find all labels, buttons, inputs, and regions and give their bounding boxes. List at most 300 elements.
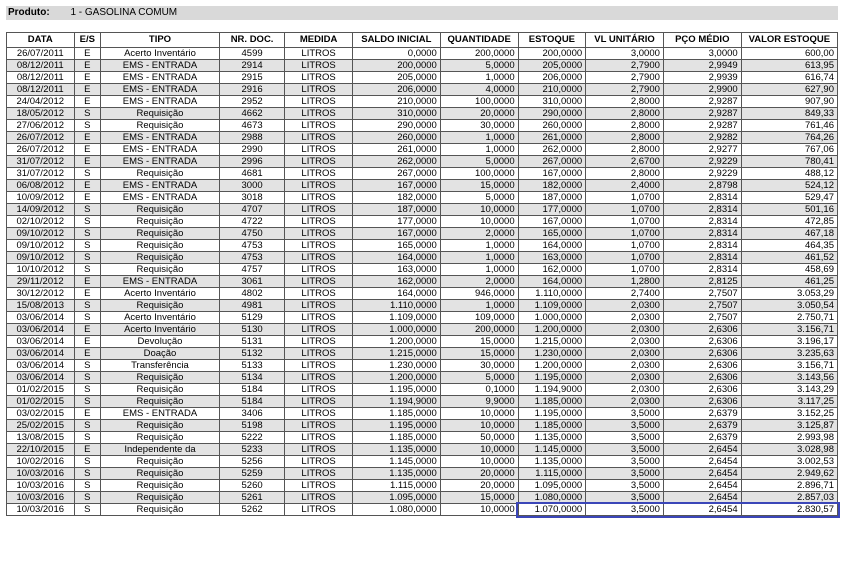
cell-pco-medio: 2,9900 (663, 84, 741, 96)
cell-tipo: EMS - ENTRADA (101, 408, 220, 420)
cell-quantidade: 10,0000 (440, 444, 518, 456)
cell-nr-doc: 5261 (219, 492, 284, 504)
cell-nr-doc: 2914 (219, 60, 284, 72)
cell-quantidade: 30,0000 (440, 360, 518, 372)
cell-quantidade: 1,0000 (440, 252, 518, 264)
cell-nr-doc: 5222 (219, 432, 284, 444)
cell-quantidade: 50,0000 (440, 432, 518, 444)
cell-data: 03/02/2015 (7, 408, 75, 420)
cell-vl-unitario: 3,5000 (586, 444, 664, 456)
cell-pco-medio: 2,9229 (663, 156, 741, 168)
cell-nr-doc: 2990 (219, 144, 284, 156)
cell-quantidade: 20,0000 (440, 480, 518, 492)
cell-medida: LITROS (285, 300, 353, 312)
cell-pco-medio: 2,6306 (663, 360, 741, 372)
cell-es: S (74, 492, 101, 504)
cell-valor-estoque: 3.156,71 (741, 324, 837, 336)
cell-quantidade: 9,9000 (440, 396, 518, 408)
cell-pco-medio: 2,8314 (663, 252, 741, 264)
cell-data: 27/06/2012 (7, 120, 75, 132)
cell-tipo: Requisição (101, 504, 220, 516)
cell-vl-unitario: 2,0300 (586, 300, 664, 312)
cell-medida: LITROS (285, 288, 353, 300)
cell-data: 14/09/2012 (7, 204, 75, 216)
cell-data: 15/08/2013 (7, 300, 75, 312)
cell-valor-estoque: 3.143,29 (741, 384, 837, 396)
cell-estoque: 1.200,0000 (518, 324, 586, 336)
cell-tipo: Transferência (101, 360, 220, 372)
cell-tipo: EMS - ENTRADA (101, 192, 220, 204)
cell-medida: LITROS (285, 348, 353, 360)
cell-estoque: 1.194,9000 (518, 384, 586, 396)
cell-medida: LITROS (285, 156, 353, 168)
cell-medida: LITROS (285, 264, 353, 276)
col-header-quantidade: QUANTIDADE (440, 33, 518, 48)
product-bar (6, 6, 838, 20)
cell-tipo: Requisição (101, 420, 220, 432)
cell-nr-doc: 3000 (219, 180, 284, 192)
cell-quantidade: 100,0000 (440, 96, 518, 108)
cell-es: E (74, 444, 101, 456)
cell-valor-estoque: 464,35 (741, 240, 837, 252)
table-row (7, 336, 838, 348)
cell-es: S (74, 480, 101, 492)
cell-valor-estoque: 764,26 (741, 132, 837, 144)
cell-pco-medio: 2,9277 (663, 144, 741, 156)
table-row (7, 372, 838, 384)
cell-estoque: 1.110,0000 (518, 288, 586, 300)
cell-nr-doc: 4753 (219, 240, 284, 252)
cell-valor-estoque: 3.053,29 (741, 288, 837, 300)
cell-medida: LITROS (285, 432, 353, 444)
cell-es: S (74, 240, 101, 252)
cell-valor-estoque: 2.830,57 (741, 504, 837, 516)
cell-saldo-inicial: 163,0000 (352, 264, 440, 276)
table-row (7, 288, 838, 300)
cell-pco-medio: 2,8798 (663, 180, 741, 192)
cell-es: S (74, 204, 101, 216)
cell-es: E (74, 324, 101, 336)
cell-estoque: 1.070,0000 (518, 504, 586, 516)
cell-pco-medio: 2,7507 (663, 312, 741, 324)
cell-saldo-inicial: 1.095,0000 (352, 492, 440, 504)
cell-quantidade: 15,0000 (440, 180, 518, 192)
cell-es: S (74, 108, 101, 120)
cell-medida: LITROS (285, 312, 353, 324)
cell-pco-medio: 2,9287 (663, 108, 741, 120)
cell-data: 10/09/2012 (7, 192, 75, 204)
cell-saldo-inicial: 1.110,0000 (352, 300, 440, 312)
cell-vl-unitario: 2,0300 (586, 360, 664, 372)
cell-valor-estoque: 907,90 (741, 96, 837, 108)
cell-nr-doc: 4722 (219, 216, 284, 228)
table-row (7, 300, 838, 312)
cell-data: 10/10/2012 (7, 264, 75, 276)
cell-saldo-inicial: 1.200,0000 (352, 372, 440, 384)
cell-data: 26/07/2012 (7, 132, 75, 144)
cell-valor-estoque: 3.152,25 (741, 408, 837, 420)
cell-data: 01/02/2015 (7, 384, 75, 396)
table-row (7, 432, 838, 444)
cell-data: 10/02/2016 (7, 456, 75, 468)
cell-estoque: 1.145,0000 (518, 444, 586, 456)
table-row (7, 144, 838, 156)
cell-pco-medio: 2,6379 (663, 408, 741, 420)
cell-quantidade: 5,0000 (440, 192, 518, 204)
cell-data: 03/06/2014 (7, 324, 75, 336)
table-row (7, 72, 838, 84)
col-header-estoque: ESTOQUE (518, 33, 586, 48)
cell-quantidade: 5,0000 (440, 156, 518, 168)
cell-es: E (74, 336, 101, 348)
cell-pco-medio: 2,8314 (663, 216, 741, 228)
cell-vl-unitario: 3,5000 (586, 408, 664, 420)
cell-data: 03/06/2014 (7, 336, 75, 348)
product-value: 1 - GASOLINA COMUM (70, 7, 178, 18)
cell-estoque: 1.135,0000 (518, 456, 586, 468)
cell-data: 18/05/2012 (7, 108, 75, 120)
cell-valor-estoque: 524,12 (741, 180, 837, 192)
cell-saldo-inicial: 1.185,0000 (352, 408, 440, 420)
cell-estoque: 187,0000 (518, 192, 586, 204)
cell-es: E (74, 144, 101, 156)
cell-estoque: 1.095,0000 (518, 480, 586, 492)
cell-saldo-inicial: 1.080,0000 (352, 504, 440, 516)
cell-estoque: 1.215,0000 (518, 336, 586, 348)
cell-estoque: 261,0000 (518, 132, 586, 144)
cell-estoque: 1.000,0000 (518, 312, 586, 324)
cell-tipo: Acerto Inventário (101, 324, 220, 336)
cell-pco-medio: 2,7507 (663, 288, 741, 300)
cell-es: E (74, 132, 101, 144)
stock-movement-table (6, 32, 838, 516)
cell-vl-unitario: 3,5000 (586, 492, 664, 504)
cell-data: 03/06/2014 (7, 312, 75, 324)
col-header-es: E/S (74, 33, 101, 48)
cell-es: S (74, 120, 101, 132)
cell-pco-medio: 2,6306 (663, 336, 741, 348)
cell-estoque: 167,0000 (518, 216, 586, 228)
cell-pco-medio: 2,8314 (663, 228, 741, 240)
cell-estoque: 164,0000 (518, 240, 586, 252)
cell-data: 01/02/2015 (7, 396, 75, 408)
cell-data: 13/08/2015 (7, 432, 75, 444)
table-row (7, 204, 838, 216)
cell-tipo: Requisição (101, 108, 220, 120)
cell-vl-unitario: 1,0700 (586, 204, 664, 216)
cell-es: S (74, 168, 101, 180)
cell-es: S (74, 456, 101, 468)
cell-saldo-inicial: 1.109,0000 (352, 312, 440, 324)
cell-nr-doc: 5256 (219, 456, 284, 468)
cell-es: S (74, 360, 101, 372)
cell-nr-doc: 4599 (219, 48, 284, 60)
cell-quantidade: 1,0000 (440, 264, 518, 276)
cell-es: E (74, 72, 101, 84)
cell-data: 25/02/2015 (7, 420, 75, 432)
cell-es: E (74, 192, 101, 204)
cell-medida: LITROS (285, 168, 353, 180)
cell-vl-unitario: 2,0300 (586, 324, 664, 336)
cell-es: S (74, 504, 101, 516)
cell-nr-doc: 2952 (219, 96, 284, 108)
cell-vl-unitario: 3,5000 (586, 432, 664, 444)
cell-quantidade: 2,0000 (440, 228, 518, 240)
cell-tipo: EMS - ENTRADA (101, 60, 220, 72)
cell-quantidade: 15,0000 (440, 348, 518, 360)
cell-medida: LITROS (285, 408, 353, 420)
cell-saldo-inicial: 1.230,0000 (352, 360, 440, 372)
cell-tipo: Requisição (101, 468, 220, 480)
cell-tipo: Acerto Inventário (101, 48, 220, 60)
cell-pco-medio: 2,6454 (663, 456, 741, 468)
cell-pco-medio: 2,9282 (663, 132, 741, 144)
cell-pco-medio: 3,0000 (663, 48, 741, 60)
cell-vl-unitario: 2,7900 (586, 84, 664, 96)
cell-quantidade: 20,0000 (440, 108, 518, 120)
cell-pco-medio: 2,6379 (663, 420, 741, 432)
cell-quantidade: 109,0000 (440, 312, 518, 324)
cell-data: 02/10/2012 (7, 216, 75, 228)
cell-valor-estoque: 2.949,62 (741, 468, 837, 480)
cell-es: S (74, 300, 101, 312)
cell-saldo-inicial: 1.185,0000 (352, 432, 440, 444)
cell-medida: LITROS (285, 384, 353, 396)
cell-estoque: 290,0000 (518, 108, 586, 120)
table-row (7, 192, 838, 204)
cell-valor-estoque: 3.050,54 (741, 300, 837, 312)
cell-nr-doc: 4750 (219, 228, 284, 240)
table-row (7, 276, 838, 288)
cell-vl-unitario: 2,8000 (586, 132, 664, 144)
cell-pco-medio: 2,9949 (663, 60, 741, 72)
cell-saldo-inicial: 1.145,0000 (352, 456, 440, 468)
cell-nr-doc: 5133 (219, 360, 284, 372)
cell-es: S (74, 372, 101, 384)
cell-saldo-inicial: 310,0000 (352, 108, 440, 120)
cell-data: 31/07/2012 (7, 156, 75, 168)
cell-vl-unitario: 2,8000 (586, 96, 664, 108)
cell-medida: LITROS (285, 216, 353, 228)
table-row (7, 456, 838, 468)
table-row (7, 96, 838, 108)
cell-medida: LITROS (285, 396, 353, 408)
cell-es: E (74, 408, 101, 420)
cell-tipo: Acerto Inventário (101, 288, 220, 300)
cell-quantidade: 1,0000 (440, 72, 518, 84)
cell-saldo-inicial: 164,0000 (352, 288, 440, 300)
cell-es: S (74, 396, 101, 408)
cell-tipo: Requisição (101, 168, 220, 180)
cell-nr-doc: 5198 (219, 420, 284, 432)
cell-vl-unitario: 1,0700 (586, 228, 664, 240)
cell-saldo-inicial: 210,0000 (352, 96, 440, 108)
cell-estoque: 182,0000 (518, 180, 586, 192)
table-row (7, 360, 838, 372)
cell-quantidade: 10,0000 (440, 456, 518, 468)
cell-pco-medio: 2,6306 (663, 384, 741, 396)
cell-quantidade: 100,0000 (440, 168, 518, 180)
cell-estoque: 165,0000 (518, 228, 586, 240)
table-row (7, 384, 838, 396)
cell-nr-doc: 4981 (219, 300, 284, 312)
table-body (7, 48, 838, 516)
cell-saldo-inicial: 0,0000 (352, 48, 440, 60)
cell-vl-unitario: 2,7900 (586, 72, 664, 84)
cell-saldo-inicial: 182,0000 (352, 192, 440, 204)
cell-vl-unitario: 1,0700 (586, 264, 664, 276)
table-row (7, 108, 838, 120)
cell-es: S (74, 216, 101, 228)
cell-data: 08/12/2011 (7, 72, 75, 84)
cell-valor-estoque: 467,18 (741, 228, 837, 240)
cell-nr-doc: 2915 (219, 72, 284, 84)
cell-nr-doc: 5262 (219, 504, 284, 516)
cell-valor-estoque: 3.028,98 (741, 444, 837, 456)
cell-es: S (74, 432, 101, 444)
cell-data: 09/10/2012 (7, 240, 75, 252)
cell-pco-medio: 2,6454 (663, 468, 741, 480)
cell-tipo: Requisição (101, 240, 220, 252)
cell-nr-doc: 4757 (219, 264, 284, 276)
table-row (7, 228, 838, 240)
cell-saldo-inicial: 167,0000 (352, 228, 440, 240)
cell-estoque: 1.185,0000 (518, 420, 586, 432)
cell-medida: LITROS (285, 336, 353, 348)
cell-data: 03/06/2014 (7, 372, 75, 384)
col-header-tipo: TIPO (101, 33, 220, 48)
cell-saldo-inicial: 167,0000 (352, 180, 440, 192)
cell-tipo: Requisição (101, 228, 220, 240)
cell-estoque: 162,0000 (518, 264, 586, 276)
cell-data: 06/08/2012 (7, 180, 75, 192)
cell-estoque: 200,0000 (518, 48, 586, 60)
cell-medida: LITROS (285, 468, 353, 480)
cell-medida: LITROS (285, 132, 353, 144)
cell-tipo: EMS - ENTRADA (101, 144, 220, 156)
cell-valor-estoque: 458,69 (741, 264, 837, 276)
cell-pco-medio: 2,6379 (663, 432, 741, 444)
cell-vl-unitario: 2,7900 (586, 60, 664, 72)
cell-saldo-inicial: 1.215,0000 (352, 348, 440, 360)
cell-data: 24/04/2012 (7, 96, 75, 108)
cell-quantidade: 20,0000 (440, 468, 518, 480)
cell-quantidade: 10,0000 (440, 504, 518, 516)
cell-estoque: 167,0000 (518, 168, 586, 180)
cell-medida: LITROS (285, 252, 353, 264)
col-header-nr-doc: NR. DOC. (219, 33, 284, 48)
cell-valor-estoque: 3.002,53 (741, 456, 837, 468)
cell-tipo: EMS - ENTRADA (101, 180, 220, 192)
cell-quantidade: 1,0000 (440, 132, 518, 144)
cell-vl-unitario: 3,5000 (586, 504, 664, 516)
cell-pco-medio: 2,6306 (663, 324, 741, 336)
cell-saldo-inicial: 187,0000 (352, 204, 440, 216)
cell-medida: LITROS (285, 240, 353, 252)
cell-pco-medio: 2,8314 (663, 204, 741, 216)
cell-saldo-inicial: 165,0000 (352, 240, 440, 252)
cell-pco-medio: 2,8314 (663, 192, 741, 204)
col-header-vl-unitario: VL UNITÁRIO (586, 33, 664, 48)
cell-data: 09/10/2012 (7, 228, 75, 240)
cell-tipo: Requisição (101, 252, 220, 264)
table-row (7, 84, 838, 96)
cell-estoque: 267,0000 (518, 156, 586, 168)
cell-saldo-inicial: 162,0000 (352, 276, 440, 288)
cell-vl-unitario: 2,8000 (586, 168, 664, 180)
cell-tipo: Independente da (101, 444, 220, 456)
cell-data: 31/07/2012 (7, 168, 75, 180)
cell-data: 29/11/2012 (7, 276, 75, 288)
table-row (7, 48, 838, 60)
cell-saldo-inicial: 205,0000 (352, 72, 440, 84)
cell-medida: LITROS (285, 360, 353, 372)
cell-vl-unitario: 2,0300 (586, 372, 664, 384)
cell-estoque: 210,0000 (518, 84, 586, 96)
cell-quantidade: 10,0000 (440, 216, 518, 228)
cell-saldo-inicial: 1.135,0000 (352, 468, 440, 480)
table-row (7, 252, 838, 264)
cell-nr-doc: 5134 (219, 372, 284, 384)
cell-valor-estoque: 627,90 (741, 84, 837, 96)
cell-medida: LITROS (285, 324, 353, 336)
cell-quantidade: 5,0000 (440, 372, 518, 384)
cell-valor-estoque: 780,41 (741, 156, 837, 168)
cell-valor-estoque: 3.196,17 (741, 336, 837, 348)
cell-valor-estoque: 461,25 (741, 276, 837, 288)
cell-nr-doc: 4707 (219, 204, 284, 216)
cell-data: 10/03/2016 (7, 492, 75, 504)
cell-pco-medio: 2,8314 (663, 240, 741, 252)
table-row (7, 396, 838, 408)
cell-data: 26/07/2012 (7, 144, 75, 156)
cell-saldo-inicial: 1.200,0000 (352, 336, 440, 348)
cell-vl-unitario: 3,5000 (586, 420, 664, 432)
cell-nr-doc: 2916 (219, 84, 284, 96)
cell-estoque: 164,0000 (518, 276, 586, 288)
cell-tipo: EMS - ENTRADA (101, 132, 220, 144)
cell-pco-medio: 2,9939 (663, 72, 741, 84)
cell-data: 09/10/2012 (7, 252, 75, 264)
cell-quantidade: 10,0000 (440, 408, 518, 420)
cell-nr-doc: 3018 (219, 192, 284, 204)
cell-data: 03/06/2014 (7, 348, 75, 360)
table-row (7, 132, 838, 144)
col-header-saldo-inicial: SALDO INICIAL (352, 33, 440, 48)
cell-estoque: 1.195,0000 (518, 372, 586, 384)
cell-tipo: Requisição (101, 480, 220, 492)
cell-es: E (74, 60, 101, 72)
cell-saldo-inicial: 267,0000 (352, 168, 440, 180)
cell-data: 30/12/2012 (7, 288, 75, 300)
cell-data: 10/03/2016 (7, 480, 75, 492)
cell-nr-doc: 3061 (219, 276, 284, 288)
cell-saldo-inicial: 262,0000 (352, 156, 440, 168)
table-row (7, 264, 838, 276)
cell-pco-medio: 2,9287 (663, 120, 741, 132)
cell-vl-unitario: 2,0300 (586, 396, 664, 408)
cell-nr-doc: 4802 (219, 288, 284, 300)
cell-vl-unitario: 2,0300 (586, 384, 664, 396)
cell-vl-unitario: 2,8000 (586, 144, 664, 156)
cell-nr-doc: 5131 (219, 336, 284, 348)
cell-valor-estoque: 472,85 (741, 216, 837, 228)
cell-quantidade: 946,0000 (440, 288, 518, 300)
cell-saldo-inicial: 1.135,0000 (352, 444, 440, 456)
cell-nr-doc: 5130 (219, 324, 284, 336)
table-row (7, 180, 838, 192)
cell-estoque: 163,0000 (518, 252, 586, 264)
